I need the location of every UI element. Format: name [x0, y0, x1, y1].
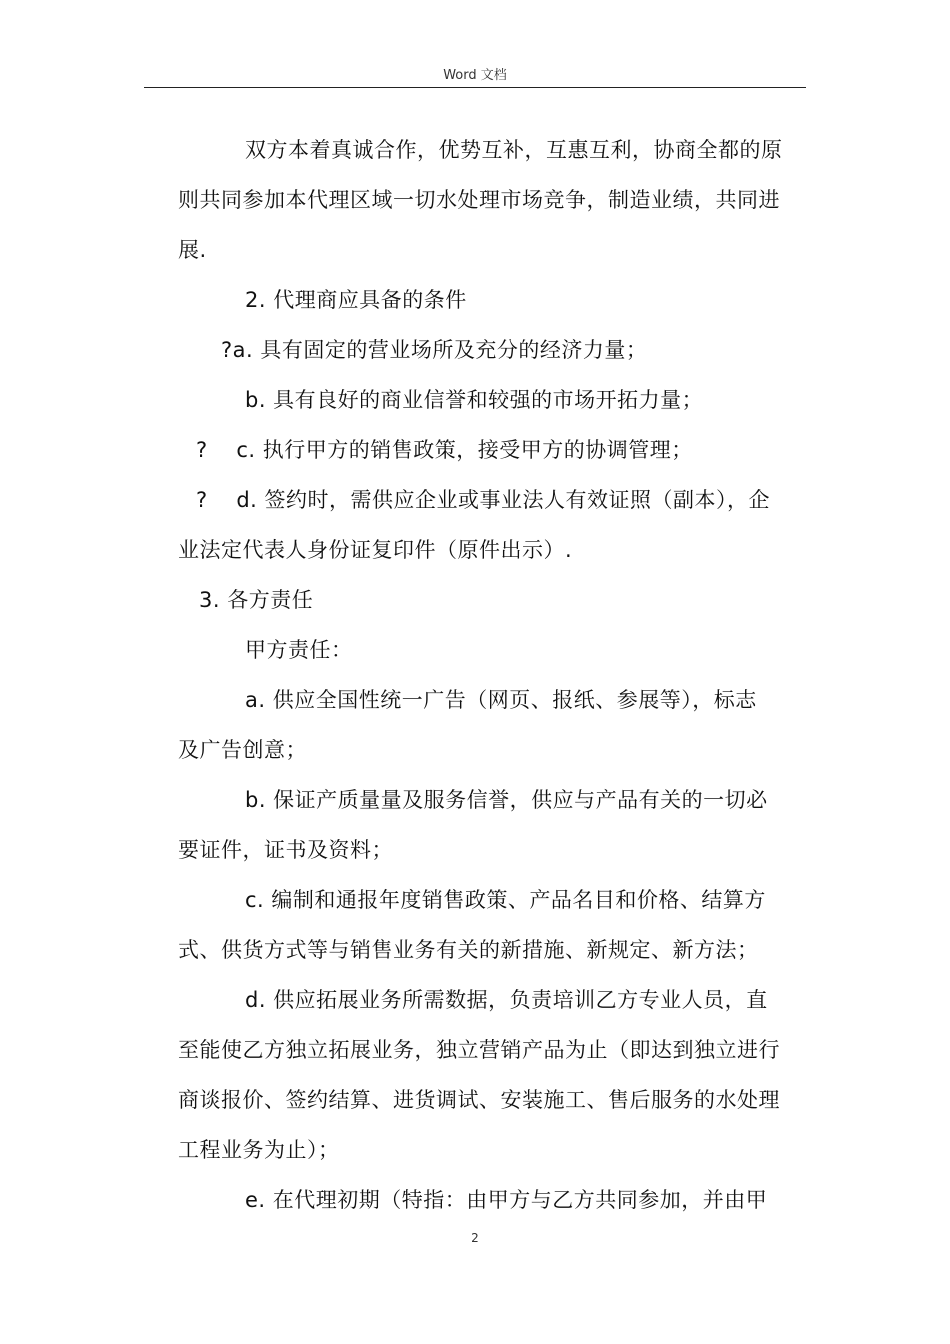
paragraph-line: 至能使乙方独立拓展业务，独立营销产品为止（即达到独立进行: [178, 1038, 780, 1062]
subheading: 甲方责任：: [245, 638, 353, 662]
section-heading: 3. 各方责任: [199, 588, 314, 612]
header-divider: [144, 87, 806, 88]
list-item: a. 供应全国性统一广告（网页、报纸、参展等），标志: [245, 688, 757, 712]
paragraph-line: 双方本着真诚合作，优势互补，互惠互利，协商全都的原: [245, 138, 783, 162]
list-item: b. 具有良好的商业信誉和较强的市场开拓力量；: [245, 388, 704, 412]
paragraph-line: 及广告创意；: [178, 738, 307, 762]
paragraph-line: 则共同参加本代理区域一切水处理市场竞争，制造业绩，共同进: [178, 188, 780, 212]
paragraph-line: 展.: [178, 238, 207, 262]
page-number: 2: [471, 1231, 479, 1245]
section-heading: 2. 代理商应具备的条件: [245, 288, 467, 312]
paragraph-line: 式、供货方式等与销售业务有关的新措施、新规定、新方法；: [178, 938, 759, 962]
list-item: d. 供应拓展业务所需数据，负责培训乙方专业人员，直: [245, 988, 768, 1012]
list-item: c. 编制和通报年度销售政策、产品名目和价格、结算方: [245, 888, 766, 912]
paragraph-line: 商谈报价、签约结算、进货调试、安装施工、售后服务的水处理: [178, 1088, 780, 1112]
list-item: ?a. 具有固定的营业场所及充分的经济力量；: [221, 338, 648, 362]
paragraph-line: 工程业务为止）；: [178, 1138, 340, 1162]
list-item: ? c. 执行甲方的销售政策，接受甲方的协调管理；: [196, 438, 693, 462]
paragraph-line: 业法定代表人身份证复印件（原件出示）.: [178, 538, 573, 562]
list-item: e. 在代理初期（特指：由甲方与乙方共同参加，并由甲: [245, 1188, 768, 1212]
list-item: ? d. 签约时，需供应企业或事业法人有效证照（副本），企: [196, 488, 771, 512]
paragraph-line: 要证件，证书及资料；: [178, 838, 393, 862]
page-header: Word 文档: [443, 68, 507, 83]
list-item: b. 保证产质量量及服务信誉，供应与产品有关的一切必: [245, 788, 768, 812]
